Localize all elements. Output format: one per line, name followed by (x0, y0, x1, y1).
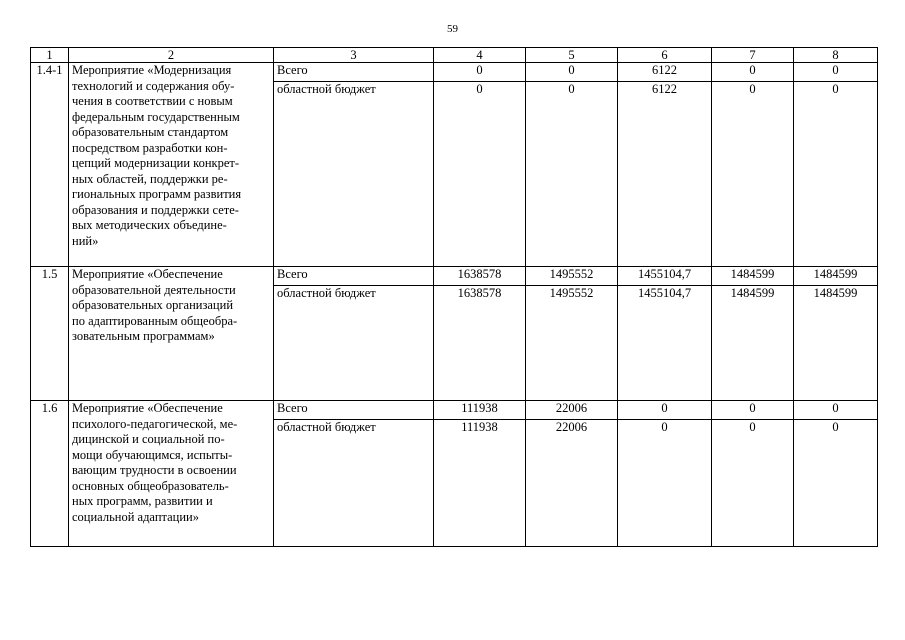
description-line: мощи обучающимся, испыты- (72, 447, 233, 462)
description-line: Мероприятие «Обеспечение (72, 267, 223, 281)
item-description (69, 63, 274, 267)
value-cell: 0 (434, 63, 526, 82)
description-line: образовательных организаций (72, 298, 234, 312)
funding-source: областной бюджет (274, 82, 434, 267)
value-cell: 1484599 (712, 286, 794, 401)
column-header: 1 (31, 48, 69, 63)
value-cell: 6122 (618, 63, 712, 82)
description-line: гиональных программ развития (72, 187, 242, 201)
table-row (31, 401, 878, 420)
value-cell: 0 (794, 401, 878, 420)
funding-source: Всего (274, 63, 434, 82)
value-cell: 0 (794, 420, 878, 547)
column-header: 2 (69, 48, 274, 63)
description-line: социальной адаптации» (72, 509, 199, 524)
description-line: ных областей, поддержки ре- (72, 171, 228, 186)
description-line: вых методических объедине- (72, 218, 227, 232)
value-cell: 22006 (526, 420, 618, 547)
description-line: технологий и содержания обу- (72, 78, 235, 93)
value-cell: 1495552 (526, 286, 618, 401)
budget-table (30, 47, 878, 547)
value-cell: 0 (794, 63, 878, 82)
description-line: чения в соответствии с новым (72, 94, 233, 108)
description-line: вающим трудности в освоении (72, 463, 237, 477)
value-cell: 0 (434, 82, 526, 267)
value-cell: 0 (712, 420, 794, 547)
value-cell: 1484599 (794, 286, 878, 401)
value-cell: 1455104,7 (618, 286, 712, 401)
value-cell: 0 (618, 401, 712, 420)
value-cell: 1495552 (526, 267, 618, 286)
column-header: 7 (712, 48, 794, 63)
description-line: зовательным программам» (72, 329, 215, 343)
item-description (69, 267, 274, 401)
description-line: посредством разработки кон- (72, 140, 228, 155)
value-cell: 22006 (526, 401, 618, 420)
description-line: дицинской и социальной по- (72, 432, 225, 446)
funding-source: Всего (274, 267, 434, 286)
value-cell: 1638578 (434, 286, 526, 401)
value-cell: 6122 (618, 82, 712, 267)
description-line: цепций модернизации конкрет- (72, 156, 240, 170)
item-code: 1.6 (31, 401, 69, 547)
description-line: образовательной деятельности (72, 282, 236, 297)
table-row (31, 267, 878, 286)
value-cell: 0 (712, 82, 794, 267)
value-cell: 111938 (434, 401, 526, 420)
header-row (31, 48, 878, 63)
value-cell: 0 (526, 82, 618, 267)
description-line: ний» (72, 233, 99, 248)
item-code: 1.5 (31, 267, 69, 401)
page-number: 59 (447, 23, 458, 35)
description-line: федеральным государственным (72, 109, 240, 124)
column-header: 6 (618, 48, 712, 63)
item-description (69, 401, 274, 547)
value-cell: 1484599 (794, 267, 878, 286)
column-header: 4 (434, 48, 526, 63)
description-line: основных общеобразователь- (72, 478, 229, 493)
description-line: образовательным стандартом (72, 125, 229, 139)
value-cell: 111938 (434, 420, 526, 547)
description-line: психолого-педагогической, ме- (72, 416, 238, 431)
description-line: Мероприятие «Модернизация (72, 63, 232, 77)
value-cell: 1484599 (712, 267, 794, 286)
description-line: Мероприятие «Обеспечение (72, 401, 223, 415)
funding-source: Всего (274, 401, 434, 420)
value-cell: 0 (794, 82, 878, 267)
value-cell: 1638578 (434, 267, 526, 286)
description-line: образования и поддержки сете- (72, 202, 239, 217)
item-code: 1.4-1 (31, 63, 69, 267)
description-line: ных программ, развитии и (72, 494, 213, 508)
funding-source: областной бюджет (274, 420, 434, 547)
column-header: 5 (526, 48, 618, 63)
funding-source: областной бюджет (274, 286, 434, 401)
value-cell: 1455104,7 (618, 267, 712, 286)
value-cell: 0 (712, 63, 794, 82)
value-cell: 0 (526, 63, 618, 82)
value-cell: 0 (618, 420, 712, 547)
column-header: 3 (274, 48, 434, 63)
description-line: по адаптированным общеобра- (72, 313, 238, 328)
value-cell: 0 (712, 401, 794, 420)
column-header: 8 (794, 48, 878, 63)
table-row (31, 63, 878, 82)
